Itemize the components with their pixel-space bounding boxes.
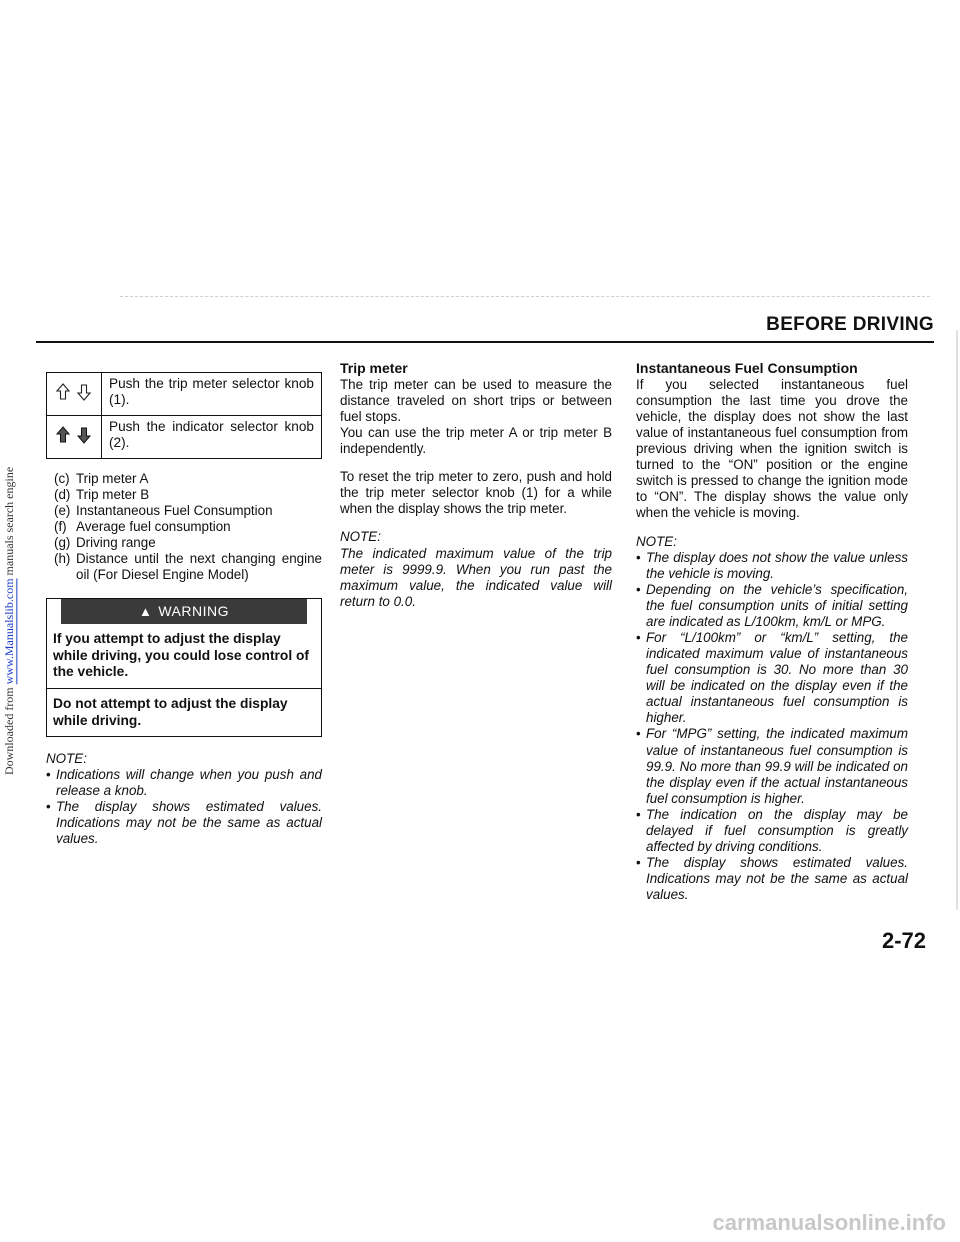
bullet-icon: • — [636, 581, 641, 597]
display-items-list — [54, 471, 322, 584]
solid-arrows-svg — [54, 425, 94, 445]
watermark-prefix: Downloaded from — [2, 684, 16, 776]
note-list — [636, 550, 908, 904]
note-item: • The display does not show the value unless the vehicle is moving. — [636, 549, 908, 581]
bullet-icon: • — [636, 629, 641, 645]
site-watermark: carmanualsonline.info — [712, 1210, 946, 1235]
note-label: NOTE: — [46, 751, 87, 767]
page-number: 2-72 — [881, 928, 926, 953]
outline-up-down-arrows-icon — [47, 373, 102, 416]
list-item: (f) Average fuel consumption — [54, 519, 231, 535]
selector-text: Push the indicator selector knob (2). — [102, 416, 322, 459]
bullet-icon: • — [46, 799, 51, 815]
warning-box — [46, 598, 322, 738]
note-item: • The display shows estimated values. Indications may not be the same as actual values. — [46, 799, 322, 847]
trip-meter-text: You can use the trip meter A or trip meter B independently. — [340, 425, 612, 457]
note-item: • Depending on the vehicle’s specification, the fuel consumption units of initial setting are indicated as L/100km, km/L or MPG. — [636, 581, 908, 629]
warning-triangle-icon: ▲ — [138, 603, 153, 619]
selector-table — [46, 372, 322, 459]
section-title: BEFORE DRIVING — [766, 314, 934, 335]
warning-header — [61, 599, 307, 625]
selector-text: Push the trip meter selector knob (1). — [102, 373, 322, 416]
section-header — [36, 314, 934, 343]
list-item: (c) Trip meter A — [54, 471, 149, 486]
note-item: • For “L/100km” or “km/L” setting, the indicated maximum value of instantaneous fuel consumption is 30. No more than 30 will be indicated on the display even if the actual instantaneous fuel consumption is higher. — [636, 629, 908, 726]
selector-row — [47, 416, 322, 459]
warning-text: If you attempt to adjust the display while driving, you could lose control of the vehicle. — [53, 631, 310, 680]
manualslib-link[interactable]: www.Manualslib.com — [2, 578, 16, 685]
note-item: • The indication on the display may be delayed if fuel consumption is greatly affected by driving conditions. — [636, 806, 908, 854]
note-label: NOTE: — [636, 533, 677, 549]
list-item: (h) Distance until the next changing engine oil (For Diesel Engine Model) — [54, 551, 322, 583]
instant-fuel-text: If you selected instantaneous fuel consumption the last time you drove the vehicle, the display does not show the last value of instantaneous fuel consumption from previous driving when the ignition switch is turned to the “ON” position or the engine switch is pressed to change the ignition mode to “ON”. The display shows the value only when the vehicle is moving. — [636, 376, 908, 521]
side-watermark — [2, 0, 18, 1242]
bullet-icon: • — [636, 855, 641, 871]
trip-meter-reset-text: To reset the trip meter to zero, push and hold the trip meter selector knob (1) for a while when the display shows the trip meter. — [340, 469, 612, 517]
warning-text: Do not attempt to adjust the display while driving. — [53, 695, 288, 728]
note-item: • Indications will change when you push and release a knob. — [46, 767, 322, 799]
trip-meter-text: The trip meter can be used to measure the distance traveled on short trips or between fuel stops. — [340, 376, 612, 424]
selector-row — [47, 373, 322, 416]
scan-artifact-line — [120, 296, 930, 297]
watermark-suffix: manuals search engine — [2, 466, 16, 579]
page-edge — [956, 330, 958, 910]
bullet-icon: • — [46, 767, 51, 783]
bullet-icon: • — [636, 549, 641, 565]
list-item: (g) Driving range — [54, 535, 156, 551]
trip-meter-heading: Trip meter — [340, 360, 408, 376]
warning-title: WARNING — [158, 602, 230, 619]
instant-fuel-heading: Instantaneous Fuel Consumption — [636, 360, 858, 376]
column-middle — [340, 360, 612, 610]
list-item: (d) Trip meter B — [54, 487, 150, 503]
bullet-icon: • — [636, 806, 641, 822]
note-label: NOTE: — [340, 529, 381, 545]
outline-arrows-svg — [54, 382, 94, 402]
trip-meter-note: The indicated maximum value of the trip meter is 9999.9. When you run past the maximum value, the indicated value will return to 0.0. — [340, 545, 612, 609]
solid-up-down-arrows-icon — [47, 416, 102, 459]
column-right — [636, 360, 908, 903]
note-list — [46, 767, 322, 847]
list-item: (e) Instantaneous Fuel Consumption — [54, 503, 273, 519]
note-item: • The display shows estimated values. Indications may not be the same as actual values. — [636, 855, 908, 903]
column-left — [46, 360, 322, 848]
note-item: • For “MPG” setting, the indicated maximum value of instantaneous fuel consumption is 99.9. No more than 99.9 will be indicated on the display even if the actual instantaneous fuel consumption is higher. — [636, 726, 908, 806]
bullet-icon: • — [636, 726, 641, 742]
